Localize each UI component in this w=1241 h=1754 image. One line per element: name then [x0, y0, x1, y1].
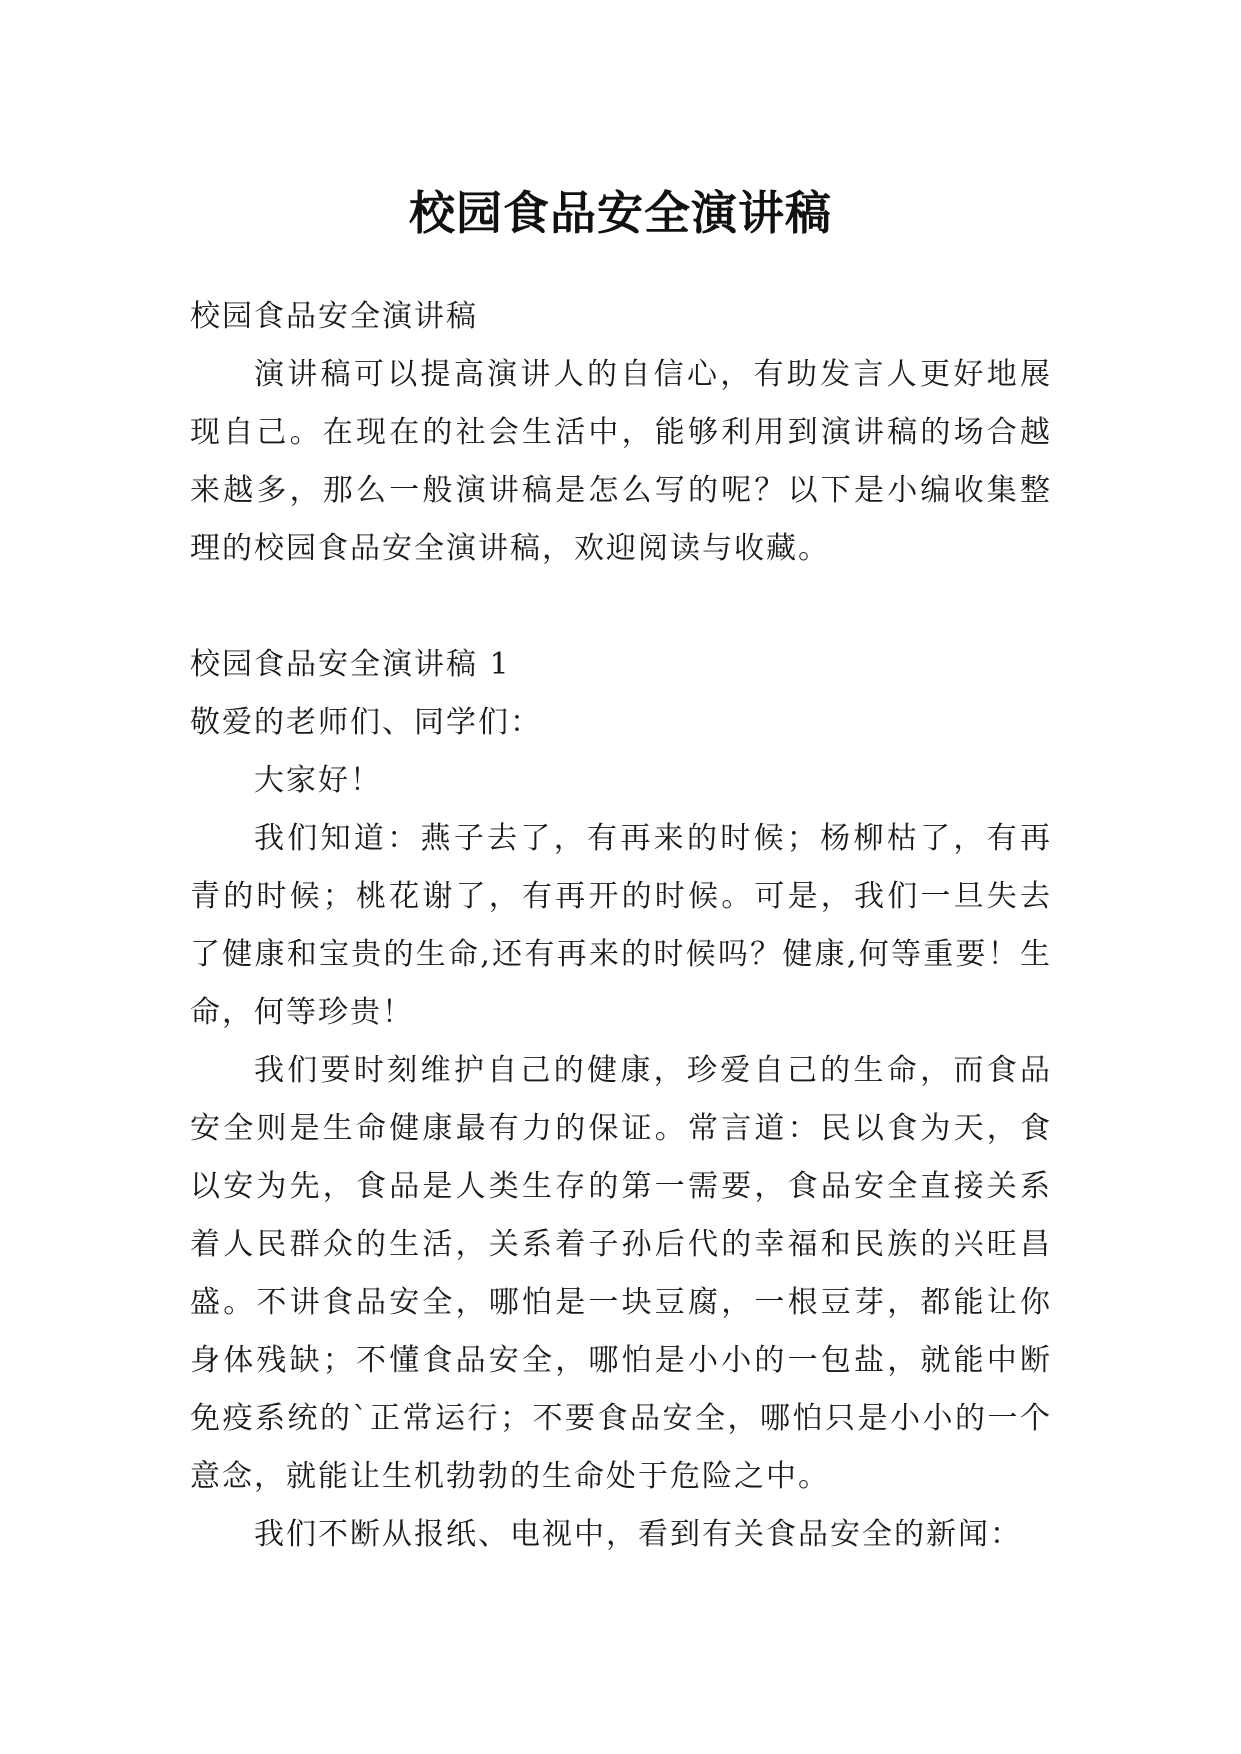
- speech-heading: 校园食品安全演讲稿 1: [190, 647, 511, 682]
- paragraph-gap: [190, 578, 1052, 636]
- body-paragraph: 我们不断从报纸、电视中，看到有关食品安全的新闻：: [254, 1517, 1022, 1552]
- salutation: 敬爱的老师们、同学们：: [190, 705, 542, 740]
- body-paragraph: 我们要时刻维护自己的健康，珍爱自己的生命，而食品安全则是生命健康最有力的保证。常言道：民以食为天，食以安为先，食品是人类生存的第一需要，食品安全直接关系着人民群众的生活，关系着子孙后代的幸福和民族的兴旺昌盛。不讲食品安全，哪怕是一块豆腐，一根豆芽，都能让你身体残缺；不懂食品安全，哪怕是小小的一包盐，就能中断免疫系统的`正常运行；不要食品安全，哪怕只是小小的一个意念，就能让生机勃勃的生命处于危险之中。: [190, 1053, 1052, 1494]
- greeting: 大家好！: [254, 763, 382, 798]
- document-body: [190, 288, 1052, 1564]
- body-paragraph: 我们知道：燕子去了，有再来的时候；杨柳枯了，有再青的时候；桃花谢了，有再开的时候。可是，我们一旦失去了健康和宝贵的生命,还有再来的时候吗？健康,何等重要！生命，何等珍贵！: [190, 821, 1052, 1030]
- section-heading: 校园食品安全演讲稿: [190, 299, 478, 334]
- intro-paragraph: 演讲稿可以提高演讲人的自信心，有助发言人更好地展现自己。在现在的社会生活中，能够利用到演讲稿的场合越来越多，那么一般演讲稿是怎么写的呢？以下是小编收集整理的校园食品安全演讲稿，欢迎阅读与收藏。: [190, 357, 1052, 566]
- document-title: 校园食品安全演讲稿: [409, 185, 832, 240]
